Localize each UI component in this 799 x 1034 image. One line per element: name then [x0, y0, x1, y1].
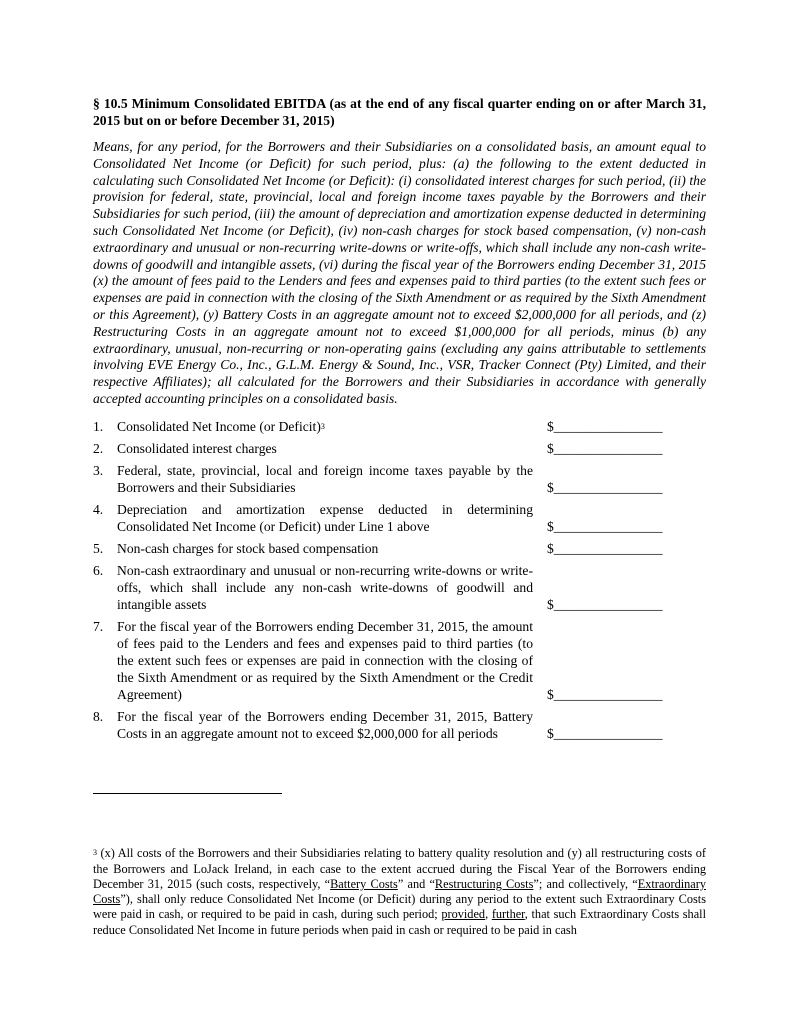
line-description: Consolidated interest charges: [117, 440, 277, 456]
further-term: further: [491, 907, 525, 922]
line-number: 5.: [93, 540, 104, 556]
line-number: 6.: [93, 562, 104, 578]
amount-blank: $________________: [547, 479, 663, 495]
amount-blank: $________________: [547, 540, 663, 556]
defined-term-extraordinary-costs: Extraordinary Costs: [93, 876, 706, 907]
line-description: For the fiscal year of the Borrowers ending December 31, 2015, the amount of fees paid to the Lenders and fees and expenses paid to third parties (to the extent such fees or expenses are paid in connection with the closing of the Sixth Amendment or as required by the Sixth Amendment or the Credit Agreement): [117, 618, 533, 702]
line-item: [93, 462, 706, 496]
line-number: 2.: [93, 440, 104, 456]
line-item: [93, 440, 706, 457]
line-item: [93, 562, 706, 613]
calculation-line-items: [93, 418, 706, 742]
footnote: $^3$ (x) All costs of the Borrowers and their Subsidiaries relating to battery quality resolution and (y) all restructuring costs of the Borrowers and LoJack Ireland, in each case to the extent accrued during the Fiscal Year of the Borrowers ending December 31, 2015 (such costs, respectively, “Battery Costs” and “Restructuring Costs”; and collectively, “Extraordinary Costs”), shall only reduce Consolidated Net Income (or Deficit) during any period to the extent such Extraordinary Costs were paid in cash, or required to be paid in cash, during such period; provided, further, that such Extraordinary Costs shall reduce Consolidated Net Income in future periods when paid in cash or required to be paid in cash: [93, 846, 706, 937]
line-description: Non-cash charges for stock based compensation: [117, 540, 379, 556]
line-description: For the fiscal year of the Borrowers ending December 31, 2015, Battery Costs in an aggregate amount not to exceed $2,000,000 for all periods: [117, 708, 533, 741]
line-description: Depreciation and amortization expense deducted in determining Consolidated Net Income (or Deficit) under Line 1 above: [117, 501, 533, 534]
line-description: Non-cash extraordinary and unusual or non-recurring write-downs or write-offs, which shall include any non-cash write-downs of goodwill and intangible assets: [117, 562, 533, 612]
amount-blank: $________________: [547, 440, 663, 456]
line-description: Consolidated Net Income (or Deficit)$^3$: [117, 418, 325, 434]
amount-blank: $________________: [547, 596, 663, 612]
line-number: 4.: [93, 501, 104, 517]
line-item: [93, 540, 706, 557]
amount-blank: $________________: [547, 686, 663, 702]
footnote-reference: 3: [320, 421, 325, 431]
amount-blank: $________________: [547, 725, 663, 741]
provided-term: provided: [441, 907, 486, 922]
footnote-marker: 3: [93, 848, 97, 858]
line-description: Federal, state, provincial, local and foreign income taxes payable by the Borrowers and their Subsidiaries: [117, 462, 533, 495]
line-item: [93, 708, 706, 742]
line-number: 7.: [93, 618, 104, 634]
definition-paragraph: Means, for any period, for the Borrowers and their Subsidiaries on a consolidated basis, an amount equal to Consolidated Net Income (or Deficit) for such period, plus: (a) the following to the extent deducted in calculating such Consolidated Net Income (or Deficit): (i) consolidated interest charges for such period, (ii) the provision for federal, state, provincial, local and foreign income taxes payable by the Borrowers and their Subsidiaries for such period, (iii) the amount of depreciation and amortization expense deducted in determining such Consolidated Net Income (or Deficit), (iv) non-cash charges for stock based compensation, (v) non-cash extraordinary and unusual or non-recurring write-downs or write-offs, which shall include any non-cash write-downs of goodwill and intangible assets, (vi) during the fiscal year of the Borrowers ending December 31, 2015 (x) the amount of fees paid to the Lenders and fees and expenses paid to third parties (to the extent such fees or expenses are paid in connection with the closing of the Sixth Amendment or as required by the Sixth Amendment or this Agreement), (y) Battery Costs in an aggregate amount not to exceed $2,000,000 for all periods, and (z) Restructuring Costs in an aggregate amount not to exceed $1,000,000 for all periods, minus (b) any extraordinary, unusual, non-recurring or non-operating gains (excluding any gains attributable to settlements involving EVE Energy Co., Inc., G.L.M. Energy & Sound, Inc., VSR, Tracker Connect (Pty) Limited, and their respective Affiliates); all calculated for the Borrowers and their Subsidiaries in accordance with generally accepted accounting principles on a consolidated basis.: [93, 139, 706, 406]
document-page: [93, 95, 706, 747]
amount-blank: $________________: [547, 518, 663, 534]
footnote-divider: [93, 793, 282, 794]
defined-term-restructuring-costs: Restructuring Costs: [434, 876, 534, 891]
line-number: 3.: [93, 462, 104, 478]
line-number: 8.: [93, 708, 104, 724]
amount-blank: $________________: [547, 418, 663, 434]
line-item: [93, 501, 706, 535]
section-heading: § 10.5 Minimum Consolidated EBITDA (as at the end of any fiscal quarter ending on or after March 31, 2015 but on or before December 31, 2015): [93, 96, 706, 128]
defined-term-battery-costs: Battery Costs: [330, 876, 398, 891]
line-item: [93, 418, 706, 435]
line-number: 1.: [93, 418, 104, 434]
line-item: [93, 618, 706, 703]
